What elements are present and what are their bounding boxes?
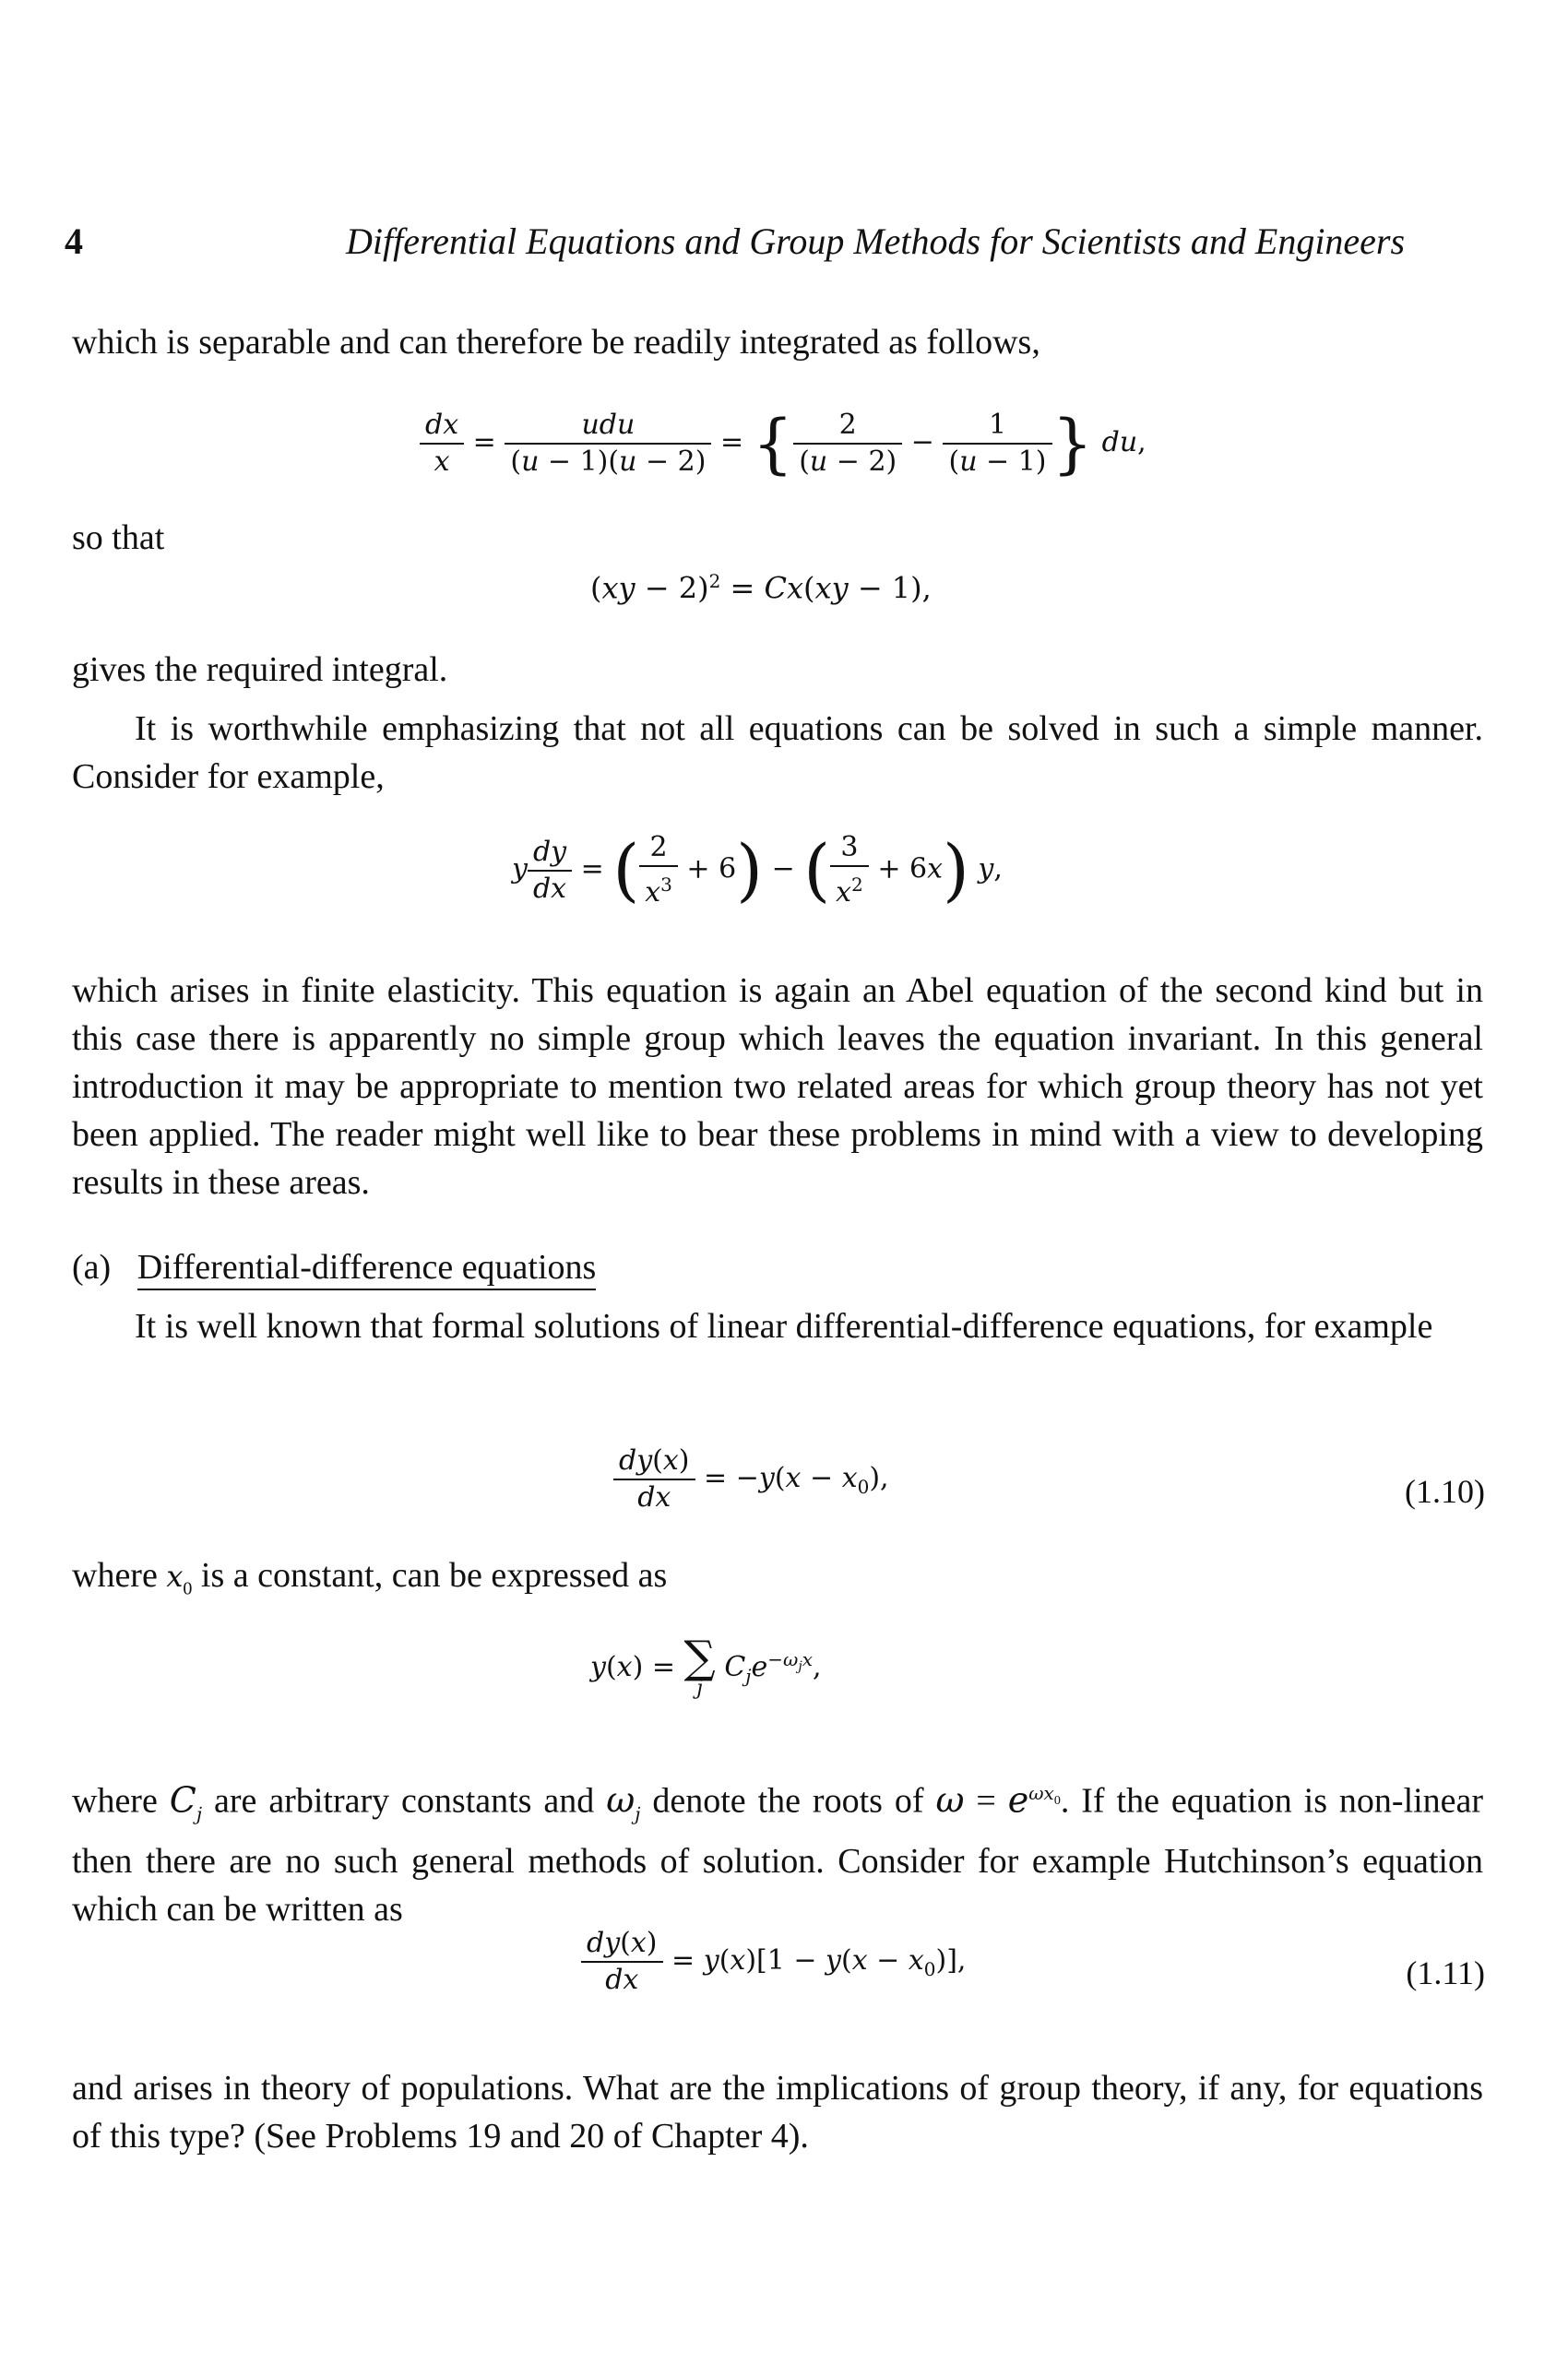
equation-abel: y $\frac{dy}{dx}$ = ( $\frac{2}{x^3}$ + 6) − ( $\frac{3}{x^2}$ + 6x) y, (512, 830, 1003, 910)
page-number: 4 (65, 220, 83, 262)
so-that-text: so that (72, 518, 165, 557)
equation-1-10: $\frac{dy(x)}{dx}$ = $-y(x - x_0)$, (613, 1443, 889, 1515)
equation-separable: $\frac{dx}{x}$ = $\frac{\text{udu}}{(u - 1)(u - 2)}$ = { $\frac{2}{(u - 2)}$ − $\frac{1}{(u - 1)}$ } du, (420, 406, 1146, 481)
paragraph-worthwhile: It is worthwhile emphasizing that not all equations can be solved in such a simple manner. Consider for example, (72, 709, 1483, 796)
equation-number-1-10: (1.10) (1405, 1473, 1485, 1510)
paragraph-populations: and arises in theory of populations. What are the implications of group theory, if any, for equations of this type? (See Problems 19 and 20 of Chapter 4). (72, 2069, 1483, 2156)
paragraph-well-known: It is well known that formal solutions of linear differential-difference equations, for example (135, 1307, 1433, 1346)
paragraph-roots: where $C_j$ are arbitrary constants and $\omega_j$ denote the roots of $\omega = e^{\omega x_0}$. If the equation is non-linear then there are no such general methods of solution. Consider for example Hutchinson’s equation which can be written as (72, 1779, 1484, 1930)
section-label: (a) (72, 1248, 112, 1287)
equation-series-solution: y(x) = ∑ j $C_je^{-\omega_jx}$, (590, 1632, 822, 1700)
section-title: Differential-difference equations (137, 1248, 597, 1290)
running-title: Differential Equations and Group Methods for Scientists and Engineers (346, 220, 1406, 262)
paragraph-constant: where $x_0$ is a constant, can be expressed as (72, 1556, 668, 1599)
paragraph-required-integral: gives the required integral. (72, 650, 448, 689)
equation-1-11: $\frac{dy(x)}{dx}$ = $y(x)[1 - y(x - x_0)]$, (581, 1926, 966, 1998)
equation-integral: (xy − 2)$^2$ = Cx(xy − 1), (590, 570, 932, 606)
paragraph-separable: which is separable and can therefore be readily integrated as follows, (72, 323, 1040, 362)
equation-number-1-11: (1.11) (1406, 1954, 1485, 1991)
page-header (65, 220, 1485, 275)
section-heading (72, 1243, 596, 1291)
paragraph-finite-elasticity: which arises in finite elasticity. This equation is again an Abel equation of the second kind but in this case there is apparently no simple group which leaves the equation invariant. In this general introduction it may be appropriate to mention two related areas for which group theory has not yet been applied. The reader might well like to bear these problems in mind with a view to developing results in these areas. (72, 971, 1483, 1202)
